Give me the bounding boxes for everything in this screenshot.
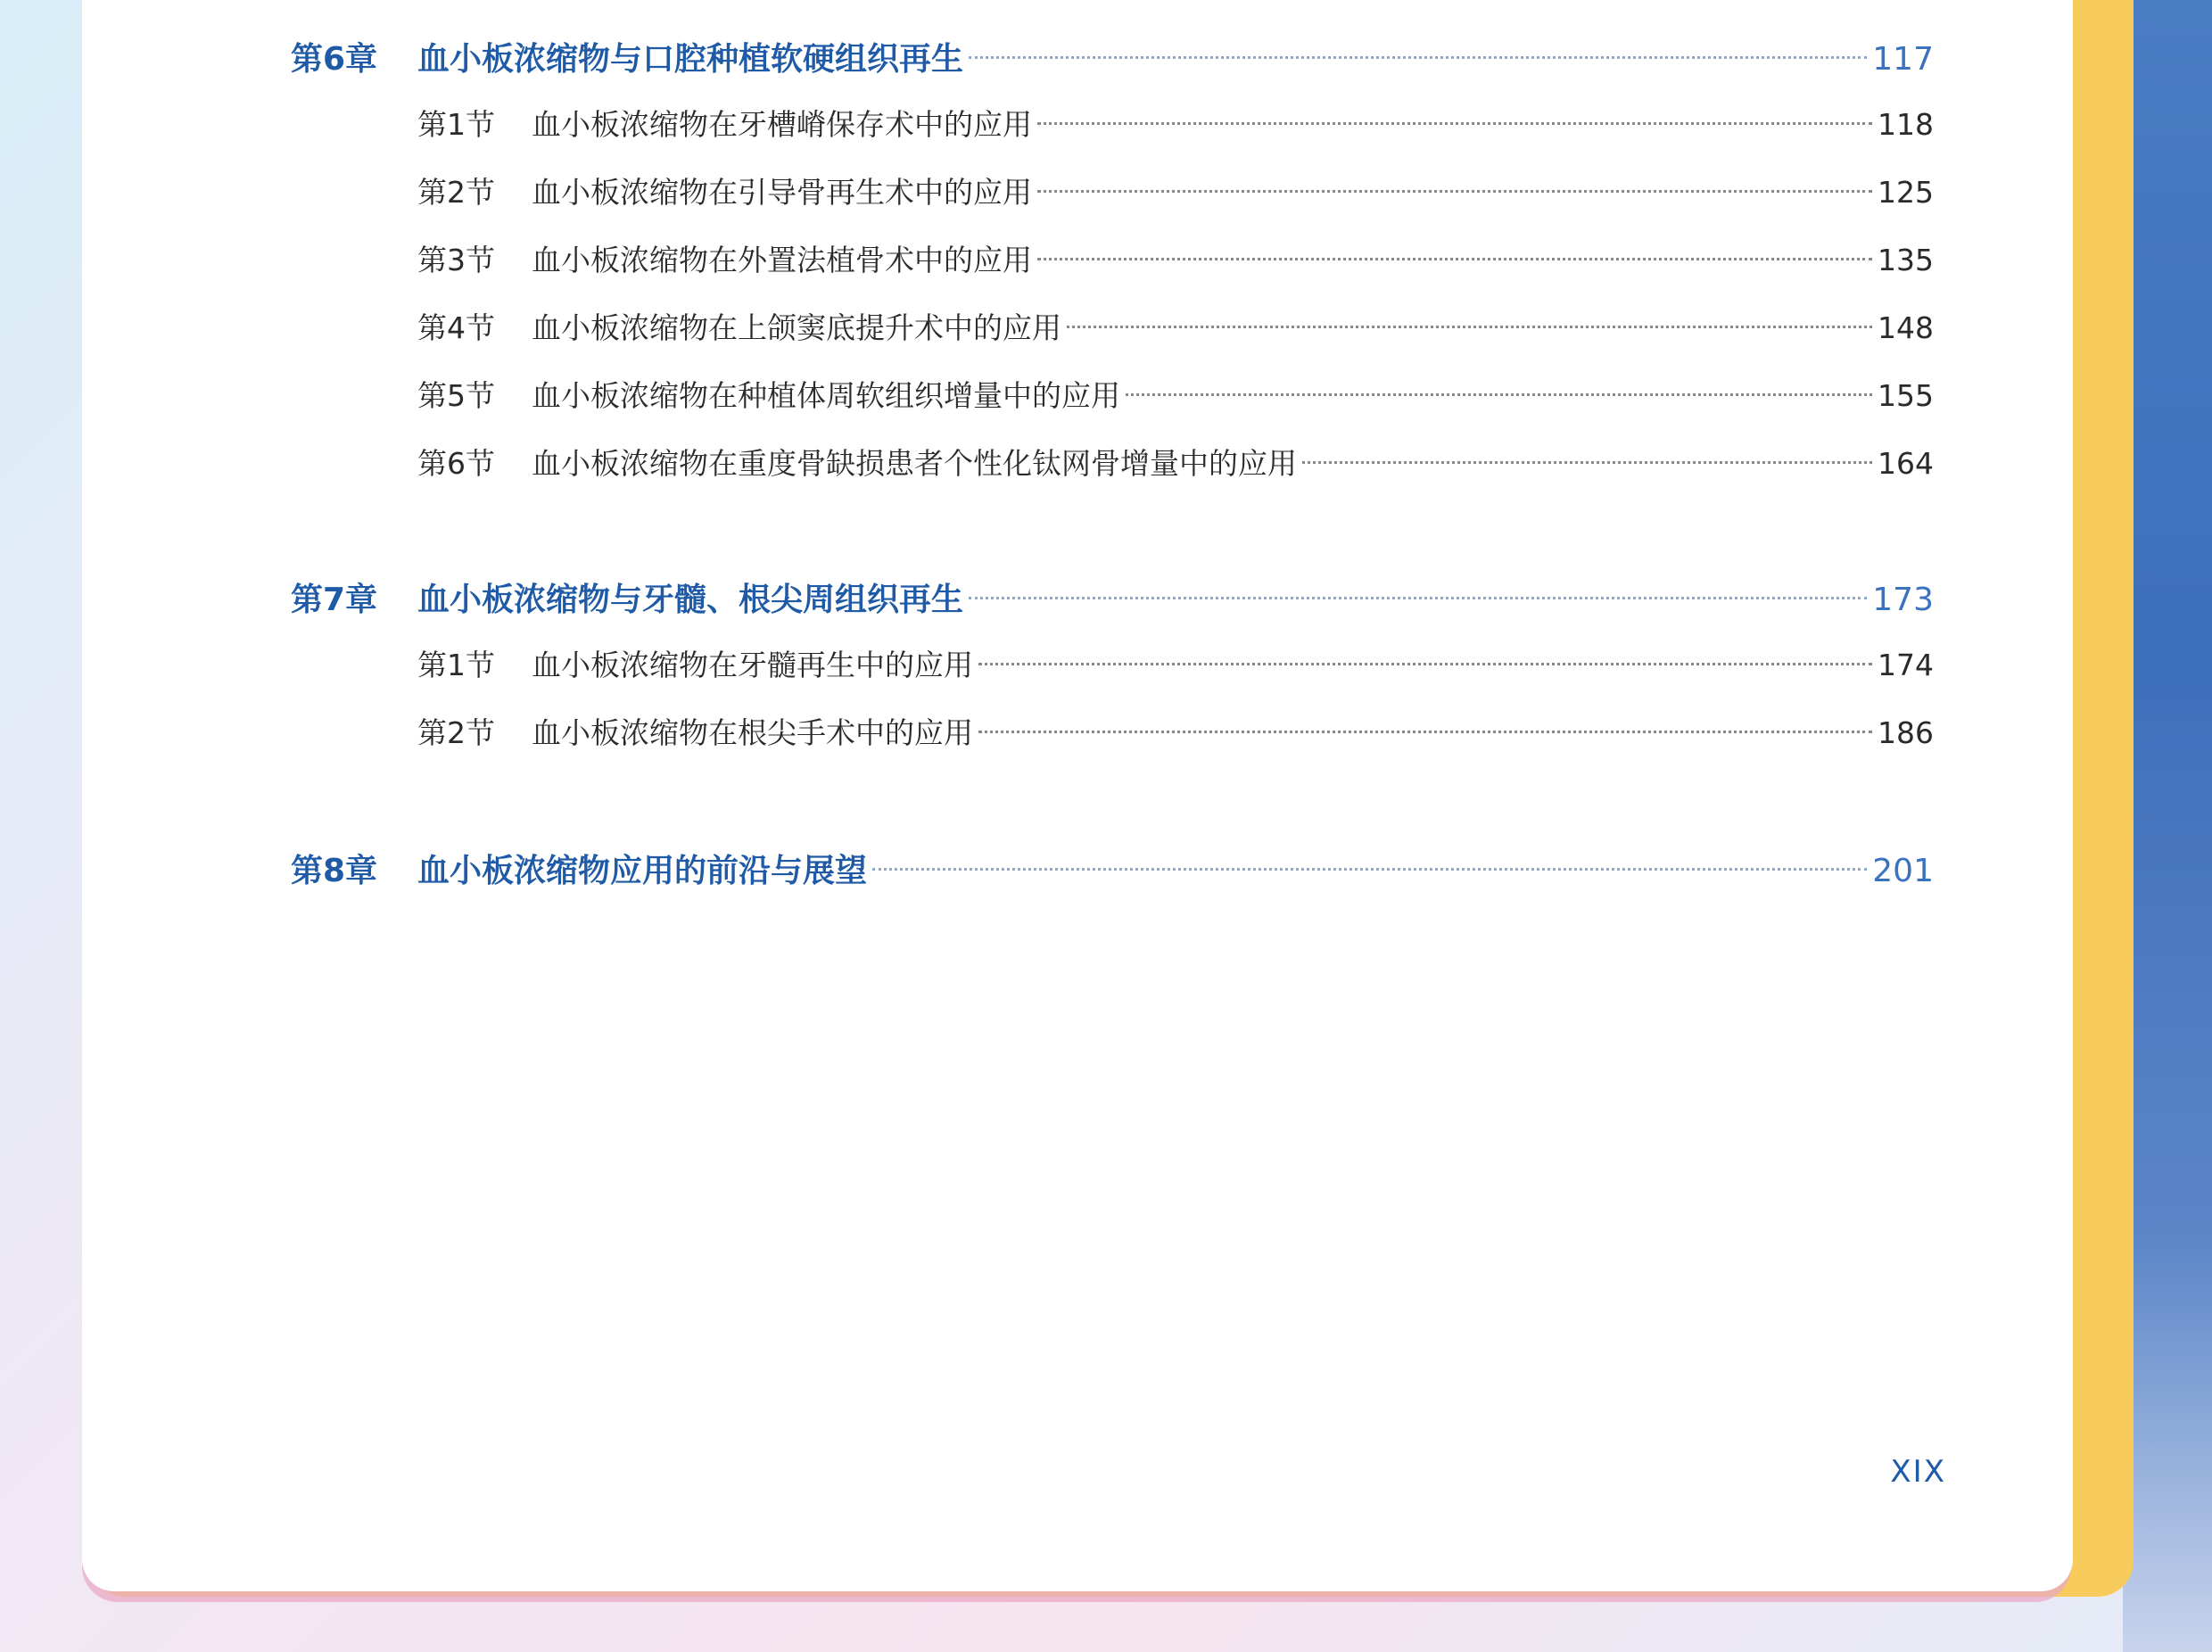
section-title: 血小板浓缩物在重度骨缺损患者个性化钛网骨增量中的应用 [532, 446, 1297, 481]
page-number: XIX [1890, 1454, 1946, 1490]
section-title: 血小板浓缩物在牙髓再生中的应用 [532, 648, 973, 682]
chapter-title: 血小板浓缩物应用的前沿与展望 [417, 853, 868, 889]
chapter-title: 血小板浓缩物与口腔种植软硬组织再生 [417, 41, 964, 78]
chapter-number: 第8章 [291, 853, 378, 889]
section-number: 第2节 [417, 715, 495, 750]
section-title: 血小板浓缩物在牙槽嵴保存术中的应用 [532, 107, 1032, 142]
toc-section-6-6[interactable] [417, 441, 1934, 483]
toc-section-6-2[interactable] [417, 169, 1934, 211]
dot-leader [1037, 256, 1872, 260]
toc-section-7-2[interactable] [417, 710, 1934, 752]
toc-chapter-6[interactable] [291, 34, 1934, 79]
dot-leader [1302, 459, 1872, 464]
section-page: 174 [1878, 648, 1934, 682]
section-number: 第1节 [417, 107, 495, 142]
section-number: 第2节 [417, 175, 495, 210]
section-number: 第3节 [417, 243, 495, 277]
section-page: 164 [1878, 446, 1934, 481]
dot-leader [978, 729, 1872, 733]
dot-leader [1067, 324, 1872, 328]
toc-section-6-4[interactable] [417, 305, 1934, 347]
chapter-number: 第7章 [291, 582, 378, 618]
dot-leader [978, 661, 1872, 665]
chapter-page: 117 [1872, 41, 1934, 78]
section-number: 第6节 [417, 446, 495, 481]
dot-leader [872, 866, 1867, 871]
toc-section-6-3[interactable] [417, 237, 1934, 279]
section-number: 第5节 [417, 378, 495, 413]
toc-chapter-7[interactable] [291, 574, 1934, 620]
toc-section-6-5[interactable] [417, 373, 1934, 415]
section-title: 血小板浓缩物在根尖手术中的应用 [532, 715, 973, 750]
dot-leader [1126, 392, 1872, 396]
toc-section-6-1[interactable] [417, 102, 1934, 144]
toc-chapter-8[interactable] [291, 846, 1934, 891]
chapter-number: 第6章 [291, 41, 378, 78]
section-number: 第1节 [417, 648, 495, 682]
section-page: 135 [1878, 243, 1934, 277]
dot-leader [1037, 188, 1872, 193]
section-title: 血小板浓缩物在种植体周软组织增量中的应用 [532, 378, 1120, 413]
background-right-band [2123, 0, 2212, 1652]
section-page: 148 [1878, 310, 1934, 345]
section-page: 186 [1878, 715, 1934, 750]
chapter-title: 血小板浓缩物与牙髓、根尖周组织再生 [417, 582, 964, 618]
dot-leader [1037, 120, 1872, 125]
chapter-page: 201 [1872, 853, 1934, 889]
section-title: 血小板浓缩物在上颌窦底提升术中的应用 [532, 310, 1061, 345]
section-page: 125 [1878, 175, 1934, 210]
toc-page [82, 0, 2073, 1591]
section-page: 155 [1878, 378, 1934, 413]
toc-section-7-1[interactable] [417, 642, 1934, 684]
section-title: 血小板浓缩物在外置法植骨术中的应用 [532, 243, 1032, 277]
chapter-page: 173 [1872, 582, 1934, 618]
section-title: 血小板浓缩物在引导骨再生术中的应用 [532, 175, 1032, 210]
section-number: 第4节 [417, 310, 495, 345]
dot-leader [969, 54, 1867, 59]
dot-leader [969, 595, 1867, 599]
section-page: 118 [1878, 107, 1934, 142]
